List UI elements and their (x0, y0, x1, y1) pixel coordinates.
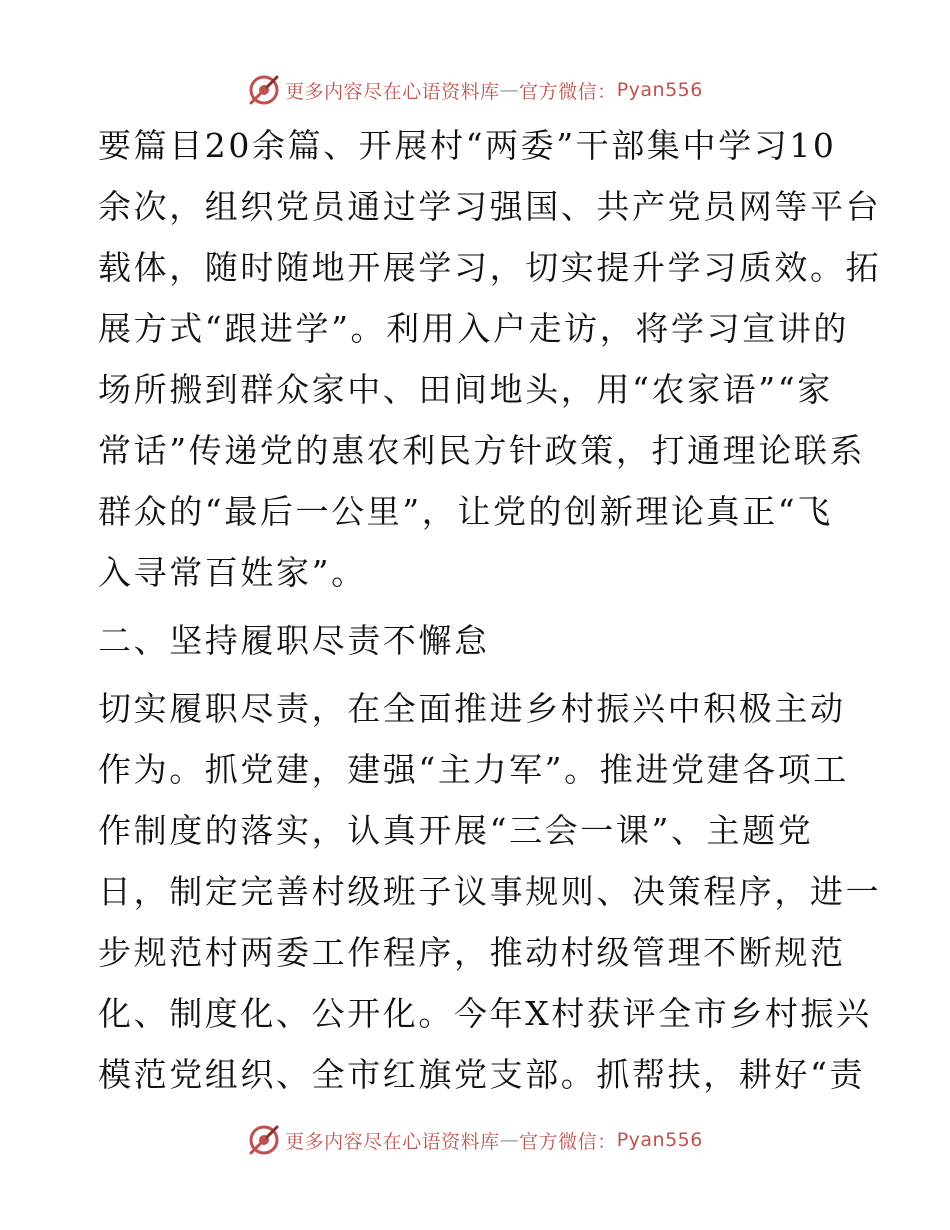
body-line: 载体，随时随地开展学习，切实提升学习质效。拓 (98, 248, 882, 287)
body-line: 要篇目20余篇、开展村“两委”干部集中学习10 (98, 126, 837, 165)
watermark-label: 官方微信： (519, 1130, 617, 1153)
watermark-separator: — (499, 79, 520, 101)
section-heading: 二、坚持履职尽责不懈怠 (98, 621, 490, 660)
body-line: 化、制度化、公开化。今年X村获评全市乡村振兴 (98, 994, 872, 1033)
body-line: 切实履职尽责，在全面推进乡村振兴中积极主动 (98, 689, 846, 728)
body-line: 常话”传递党的惠农利民方针政策，打通理论联系 (98, 431, 866, 470)
body-line: 步规范村两委工作程序，推动村级管理不断规范 (98, 933, 846, 972)
brush-logo-icon (247, 73, 281, 107)
body-line: 群众的“最后一公里”，让党的创新理论真正“飞 (98, 492, 833, 531)
body-line: 余次，组织党员通过学习强国、共产党员网等平台 (98, 187, 882, 226)
body-line: 日，制定完善村级班子议事规则、决策程序，进一 (98, 872, 882, 911)
body-line: 入寻常百姓家”。 (98, 553, 367, 592)
body-line: 展方式“跟进学”。利用入户走访，将学习宣讲的 (98, 309, 849, 348)
header-watermark (0, 72, 950, 108)
footer-watermark (0, 1122, 950, 1158)
body-line: 作制度的落实，认真开展“三会一课”、主题党 (98, 811, 814, 850)
watermark-text: 更多内容尽在心语资料库 (285, 80, 500, 103)
watermark-id: Pyan556 (616, 79, 703, 101)
watermark-text: 更多内容尽在心语资料库 (285, 1130, 500, 1153)
watermark-separator: — (499, 1129, 520, 1151)
body-line: 场所搬到群众家中、田间地头，用“农家语”“家 (98, 370, 833, 409)
watermark-label: 官方微信： (519, 80, 617, 103)
watermark-id: Pyan556 (616, 1129, 703, 1151)
brush-logo-icon (247, 1123, 281, 1157)
body-line: 作为。抓党建，建强“主力军”。推进党建各项工 (98, 750, 849, 789)
body-line: 模范党组织、全市红旗党支部。抓帮扶，耕好“责 (98, 1055, 866, 1094)
